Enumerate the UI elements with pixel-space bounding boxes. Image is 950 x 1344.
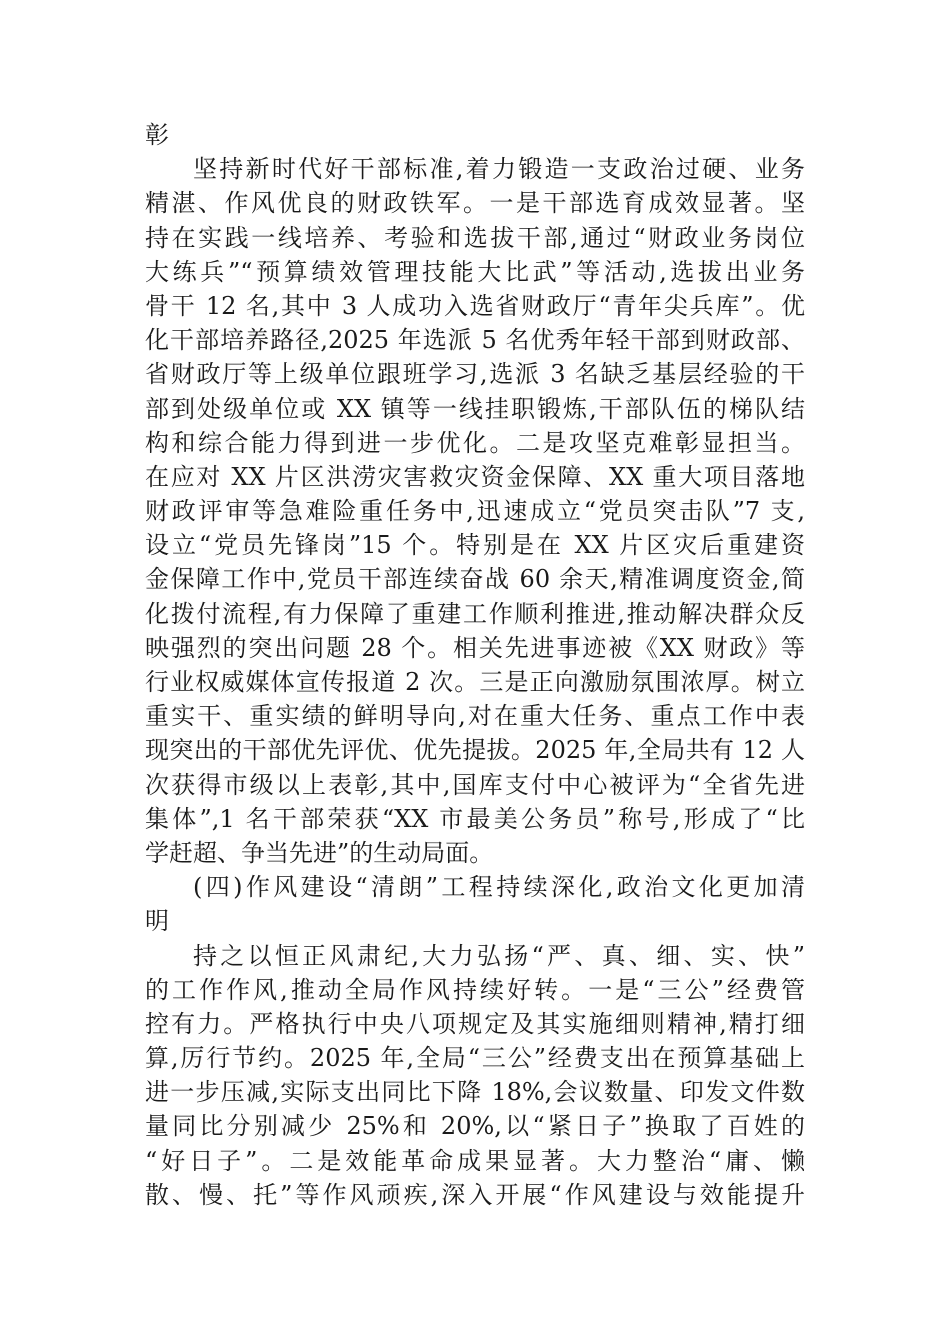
text-line: 学赶超、争当先进”的生动局面。 <box>145 838 494 867</box>
paragraph-work-style <box>145 939 805 1213</box>
text-line: 次获得市级以上表彰,其中,国库支付中心被评为“全省先进 <box>145 770 805 799</box>
text-line: 部到处级单位或 XX 镇等一线挂职锻炼,干部队伍的梯队结 <box>145 394 805 423</box>
text-line: 散、慢、托”等作风顽疾,深入开展“作风建设与效能提升 <box>145 1180 805 1209</box>
text-line: 精湛、作风优良的财政铁军。一是干部选育成效显著。坚 <box>145 189 805 218</box>
text-line: 进一步压减,实际支出同比下降 18%,会议数量、印发文件数 <box>145 1078 805 1107</box>
text-line: 财政评审等急难险重任务中,迅速成立“党员突击队”7 支, <box>145 497 805 526</box>
text-line: 集体”,1 名干部荣获“XX 市最美公务员”称号,形成了“比 <box>145 804 805 833</box>
heading-line: 明 <box>145 907 169 936</box>
text-line: 现突出的干部优先评优、优先提拔。2025 年,全局共有 12 人 <box>145 736 805 765</box>
text-line: 持之以恒正风肃纪,大力弘扬“严、真、细、实、快” <box>193 941 805 970</box>
text-line: 控有力。严格执行中央八项规定及其实施细则精神,精打细 <box>145 1009 805 1038</box>
section-heading <box>145 870 805 938</box>
text-line: 持在实践一线培养、考验和选拔干部,通过“财政业务岗位 <box>145 223 805 252</box>
text-line: 在应对 XX 片区洪涝灾害救灾资金保障、XX 重大项目落地 <box>145 462 805 491</box>
text-line: 金保障工作中,党员干部连续奋战 60 余天,精准调度资金,简 <box>145 565 805 594</box>
text-line: 彰 <box>145 121 169 149</box>
document-body <box>145 118 805 1212</box>
text-line: “好日子”。二是效能革命成果显著。大力整治“庸、懒 <box>145 1146 805 1175</box>
paragraph-cadre-building <box>145 152 805 870</box>
text-line: 省财政厅等上级单位跟班学习,选派 3 名缺乏基层经验的干 <box>145 360 805 389</box>
text-line: 骨干 12 名,其中 3 人成功入选省财政厅“青年尖兵库”。优 <box>145 291 805 320</box>
text-line: 重实干、重实绩的鲜明导向,对在重大任务、重点工作中表 <box>145 702 805 731</box>
text-line: 化干部培养路径,2025 年选派 5 名优秀年轻干部到财政部、 <box>145 326 805 355</box>
text-line: 大练兵”“预算绩效管理技能大比武”等活动,选拔出业务 <box>145 257 805 286</box>
text-line: 的工作作风,推动全局作风持续好转。一是“三公”经费管 <box>145 975 805 1004</box>
paragraph-tail <box>145 118 805 152</box>
text-line: 构和综合能力得到进一步优化。二是攻坚克难彰显担当。 <box>145 428 805 457</box>
text-line: 化拨付流程,有力保障了重建工作顺利推进,推动解决群众反 <box>145 599 805 628</box>
text-line: 映强烈的突出问题 28 个。相关先进事迹被《XX 财政》等 <box>145 633 805 662</box>
text-line: 行业权威媒体宣传报道 2 次。三是正向激励氛围浓厚。树立 <box>145 668 805 696</box>
text-line: 设立“党员先锋岗”15 个。特别是在 XX 片区灾后重建资 <box>145 531 805 560</box>
heading-line: (四)作风建设“清朗”工程持续深化,政治文化更加清 <box>193 873 805 902</box>
text-line: 算,厉行节约。2025 年,全局“三公”经费支出在预算基础上 <box>145 1044 805 1073</box>
text-line: 坚持新时代好干部标准,着力锻造一支政治过硬、业务 <box>193 155 805 184</box>
text-line: 量同比分别减少 25%和 20%,以“紧日子”换取了百姓的 <box>145 1112 805 1141</box>
